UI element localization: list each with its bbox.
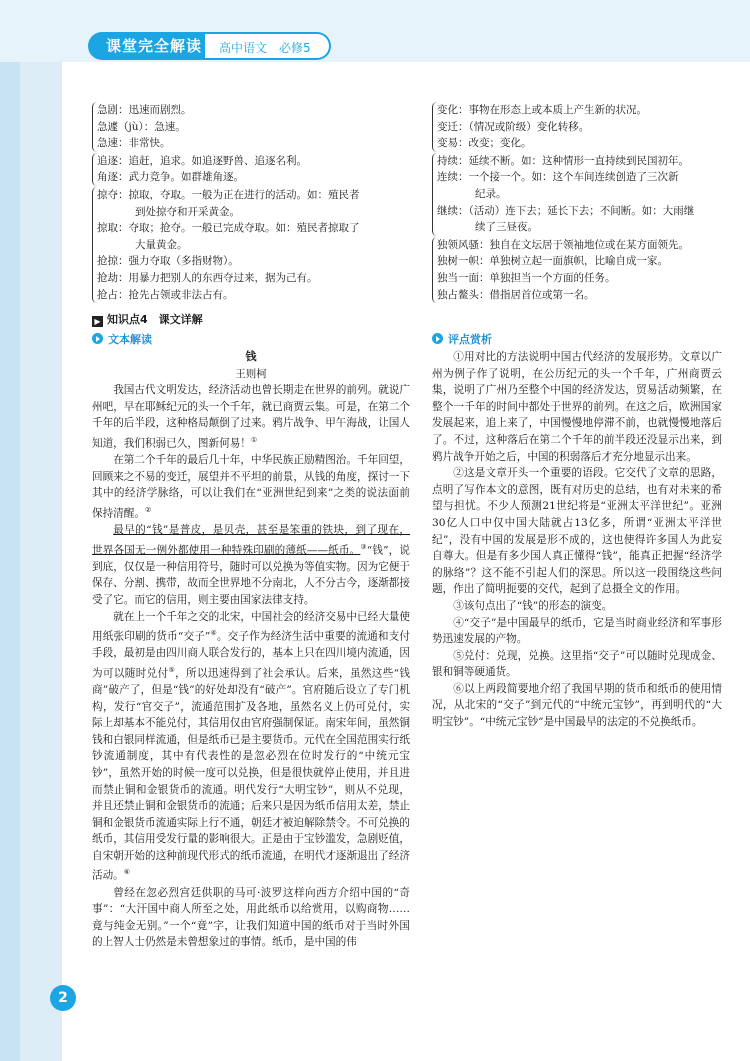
play-circle-icon bbox=[92, 333, 103, 344]
vocab-group-2 bbox=[92, 153, 410, 186]
subheading-label: 评点赏析 bbox=[448, 333, 492, 346]
essay-author: 王则柯 bbox=[235, 367, 267, 380]
comment-4: ④“交子”是中国最早的纸币，它是当时商业经济和军事形势迅速发展的产物。 bbox=[432, 616, 722, 646]
vocab-entry: 急速：非常快。 bbox=[97, 137, 171, 150]
vocab-entry: 持续：延续不断。如：这种情形一直持续到民国初年。 bbox=[437, 154, 689, 167]
vocab-right bbox=[432, 101, 722, 304]
comment-2: ②这是文章开头一个重要的语段。它交代了文章的思路，点明了写作本文的意图，既有对历史的总结，也有对未来的希望与担忧。不少人预测21世纪将是“亚洲太平洋世纪”。亚洲30亿人口中仅中国大陆就占13亿多，所谓“亚洲太平洋世纪”，没有中国的发展是形不成的，这也使得许多国人为此妄自尊大。但是有多少国人真正懂得“钱”，能真正把握“经济学的脉络”？这不能不引起人们的深思。所以这一段围绕这些问题，作出了简明扼要的交代，起到了总摄全文的作用。 bbox=[432, 467, 722, 596]
vocab-entry: 抢占：抢先占领或非法占有。 bbox=[97, 288, 234, 301]
vocab-entry: 独领风骚：独自在文坛居于领袖地位或在某方面领先。 bbox=[437, 238, 689, 251]
vocab-entry: 变易：改变；变化。 bbox=[437, 137, 532, 150]
note-marker: ④ bbox=[210, 629, 217, 638]
vocab-entry: 掠夺：掠取，夺取。一般为正在进行的活动。如：殖民者 bbox=[97, 188, 360, 201]
essay-paragraph: 最早的“钱”是普皮，是贝壳，甚至是笨重的铁块，到了现在，世界各国无一例外都使用一种特殊印刷的薄纸——纸币。③“钱”，说到底，仅仅是一种信用符号，随时可以兑换为等值实物。因为它便于保存、分割、携带，故而全世界地不分南北，人不分古今，逐渐都接受了它。而它的信用，则主要由国家法律支持。 bbox=[92, 524, 410, 606]
subheading-commentary bbox=[432, 331, 492, 347]
vocab-entry: 独占鳌头：借指居首位或第一名。 bbox=[437, 288, 595, 301]
section-heading bbox=[92, 311, 203, 327]
subject-tab: 高中语文 必修5 bbox=[205, 32, 331, 60]
note-marker: ② bbox=[144, 505, 152, 514]
vocab-entry: 急剧：迅速而剧烈。 bbox=[97, 104, 192, 116]
comment-3: ③该句点出了“钱”的形态的演变。 bbox=[453, 599, 613, 612]
vocab-entry: 抢掠：强力夺取（多指财物）。 bbox=[97, 255, 239, 268]
essay-body bbox=[92, 349, 410, 951]
vocab-entry: 变迁：（情况或阶级）变化转移。 bbox=[437, 120, 590, 133]
vocab-group-6 bbox=[432, 237, 722, 303]
vocab-group-1 bbox=[92, 102, 410, 152]
vocab-entry: 独树一帜：单独树立起一面旗帜，比喻自成一家。 bbox=[437, 255, 668, 268]
note-marker: ③ bbox=[360, 542, 367, 551]
page-number: 2 bbox=[50, 985, 76, 1011]
comment-5: ⑤兑付：兑现，兑换。这里指“交子”可以随时兑现成金、银和铜等硬通货。 bbox=[432, 649, 722, 679]
note-marker: ⑤ bbox=[168, 665, 176, 674]
vocab-entry-cont: 续了三昼夜。 bbox=[475, 221, 538, 234]
play-square-icon: ▶ bbox=[92, 316, 103, 327]
vocab-group-3 bbox=[92, 187, 410, 303]
vocab-entry: 追逐：追赶，追求。如追逐野兽、追逐名利。 bbox=[97, 154, 307, 167]
essay-title: 钱 bbox=[245, 350, 257, 363]
essay-paragraph: 我国古代文明发达，经济活动也曾长期走在世界的前列。就说广州吧，早在耶稣纪元的头一个千年，就已商贾云集。可是，在第二个千年的后半段，这种格局颠倒了过来。鸦片战争、甲午海战，让国人知道，我们积弱已久，图新何易！① bbox=[92, 384, 410, 450]
vocab-entry: 掠取：夺取；抢夺。一般已完成夺取。如：殖民者掠取了 bbox=[97, 222, 360, 235]
vocab-entry: 急遽（jù）：急速。 bbox=[97, 120, 186, 133]
vocab-entry: 变化：事物在形态上或本质上产生新的状况。 bbox=[437, 104, 647, 116]
vocab-entry: 独当一面：单独担当一个方面的任务。 bbox=[437, 271, 616, 284]
book-title-tab: 课堂完全解读 bbox=[88, 32, 218, 60]
commentary-body bbox=[432, 349, 722, 731]
vocab-entry: 继续：（活动）连下去；延长下去；不间断。如：大雨继 bbox=[437, 204, 695, 217]
comment-1: ①用对比的方法说明中国古代经济的发展形势。文章以广州为例子作了说明，在公历纪元的头一个千年，广州商贾云集，说明了广州乃至整个中国的经济发达，贸易活动频繁，在整个一千年的时间中都处于世界的前列。在这之后，欧洲国家发展起来，追上来了，中国慢慢地停滞不前，也就慢慢地落后了。不过，这种落后在第二个千年的前半段还没显示出来，到鸦片战争开始之后，中国的积弱落后才充分地显示出来。 bbox=[432, 351, 722, 463]
vocab-entry-cont: 大量黄金。 bbox=[135, 238, 188, 251]
subheading-label: 文本解读 bbox=[108, 333, 152, 346]
essay-paragraph: 曾经在忽必烈宫廷供职的马可·波罗这样向西方介绍中国的“奇事”：“大汗国中商人所至之处，用此纸币以给赏用，以购商物……竟与纯金无别。”一个“竟”字，让我们知道中国的纸币对于当时外国的上智人士仍然是未曾想象过的事情。纸币，是中国的伟 bbox=[92, 886, 410, 949]
vocab-entry: 连续：一个接一个。如：这个车间连续创造了三次新 bbox=[437, 171, 679, 184]
vocab-group-5 bbox=[432, 153, 722, 236]
subheading-text-reading bbox=[92, 331, 152, 347]
page-header bbox=[0, 0, 750, 62]
vocab-entry-cont: 到处掠夺和开采黄金。 bbox=[135, 205, 240, 218]
section-heading-label: 知识点4 课文详解 bbox=[107, 313, 203, 326]
vocab-entry: 抢劫：用暴力把别人的东西夺过来，据为己有。 bbox=[97, 271, 318, 284]
comment-6: ⑥以上两段简要地介绍了我国早期的货币和纸币的使用情况，从北宋的“交子”到元代的“中统元宝钞”，再到明代的“大明宝钞”。“中统元宝钞”是中国最早的法定的不兑换纸币。 bbox=[432, 682, 722, 729]
vocab-group-4 bbox=[432, 102, 722, 152]
note-marker: ① bbox=[250, 435, 258, 444]
note-marker: ⑥ bbox=[123, 868, 131, 877]
essay-paragraph: 在第二个千年的最后几十年，中华民族正励精图治。千年回望，回顾来之不易的变迁，展望并不平坦的前景，从钱的角度，探讨一下其中的经济学脉络，可以让我们在“亚洲世纪到来”之类的说法面前保持清醒。② bbox=[92, 454, 410, 520]
play-circle-icon bbox=[432, 333, 443, 344]
essay-paragraph: 就在上一个千年之交的北宋，中国社会的经济交易中已经大量使用纸张印刷的货币“交子”④。交子作为经济生活中重要的流通和支付手段，最初是由四川商人联合发行的，基本上只在四川境内流通，因为可以随时兑付⑤，所以迅速得到了社会承认。后来，虽然这些“钱商”破产了，但是“钱”的好处却没有“破产”。官府随后设立了专门机构，发行“官交子”，流通范围扩及各地，虽然名义上仍可兑付，实际上却基本不能兑付，其信用仅由官府强制保证。南宋年间，虽然铜钱和白银同样流通，但是纸币已是主要货币。元代在全国范围实行纸钞流通制度，其中有代表性的是忽必烈在位时发行的“中统元宝钞”，虽然开始的时候一度可以兑换，但是很快就停止使用，并且进而禁止铜和金银货币的流通。明代发行“大明宝钞”，则从不兑现，并且还禁止铜和金银货币的流通；后来只是因为纸币信用太差，禁止铜和金银货币流通实际上行不通，朝廷才被迫解除禁令。不可兑换的纸币，其信用受发行量的影响很大。正是由于宝钞滥发，急剧贬值，自宋朝开始的这种前现代形式的纸币流通，在明代才逐渐退出了经济活动。⑥ bbox=[92, 610, 410, 882]
vocab-left bbox=[92, 101, 410, 304]
vocab-entry: 角逐：武力竞争。如群雄角逐。 bbox=[97, 171, 244, 184]
left-margin-band bbox=[0, 0, 62, 1061]
underlined-sentence: 最早的“钱”是普皮，是贝壳，甚至是笨重的铁块，到了现在，世界各国无一例外都使用一种特殊印刷的薄纸——纸币。 bbox=[92, 524, 410, 557]
vocab-entry-cont: 纪录。 bbox=[475, 187, 507, 200]
